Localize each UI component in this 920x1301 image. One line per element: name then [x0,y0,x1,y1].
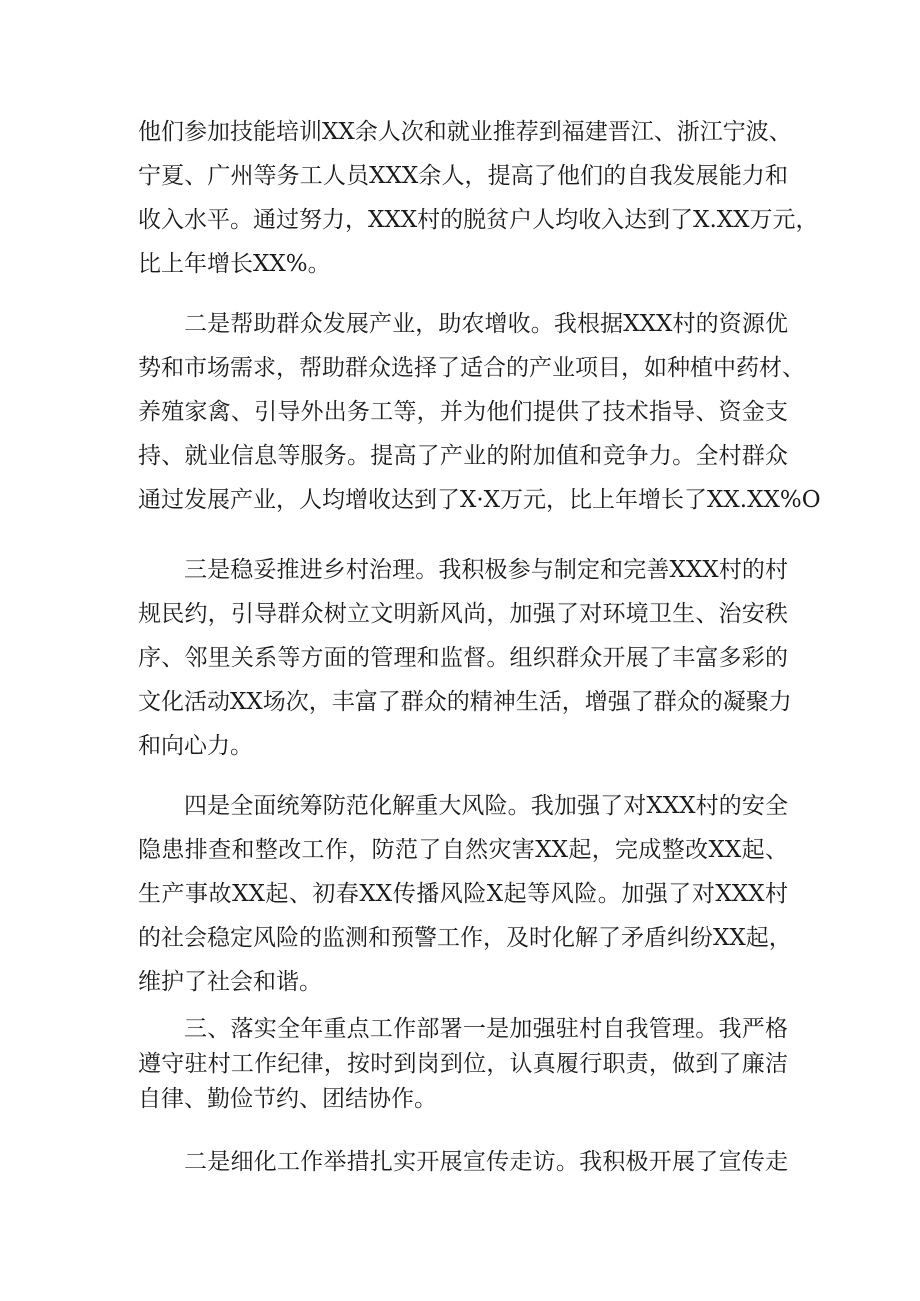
paragraph-line: 隐患排查和整改工作，防范了自然灾害XX起，完成整改XX起、 [138,837,788,863]
paragraph-line: 和向心力。 [138,733,253,759]
paragraph-line: 生产事故XX起、初春XX传播风险X起等风险。加强了对XXX村 [138,881,788,907]
paragraph-governance [138,548,792,768]
paragraph-line: 四是全面统筹防范化解重大风险。我加强了对XXX村的安全 [184,793,788,819]
paragraph-line: 三是稳妥推进乡村治理。我积极参与制定和完善XXX村的村 [184,557,788,583]
paragraph-line: 三、落实全年重点工作部署一是加强驻村自我管理。我严格 [184,1016,788,1042]
paragraph-line: 序、邻里关系等方面的管理和监督。组织群众开展了丰富多彩的 [138,645,788,671]
paragraph-line: 他们参加技能培训XX余人次和就业推荐到福建晋江、浙江宁波、 [138,119,792,145]
paragraph-risk [138,784,792,1004]
paragraph-training [138,110,819,286]
paragraph-line: 通过发展产业，人均增收达到了X·X万元，比上年增长了XX.XX%O [138,487,821,513]
paragraph-line: 宁夏、广州等务工人员XXX余人，提高了他们的自我发展能力和 [138,163,788,189]
paragraph-line: 文化活动XX场次，丰富了群众的精神生活，增强了群众的凝聚力 [138,689,792,715]
paragraph-line: 持、就业信息等服务。提高了产业的附加值和竞争力。全村群众 [138,443,788,469]
paragraph-outreach [138,1140,788,1184]
paragraph-line: 遵守驻村工作纪律，按时到岗到位，认真履行职责，做到了廉洁 [138,1051,788,1077]
paragraph-line: 收入水平。通过努力，XXX村的脱贫户人均收入达到了X.XX万元， [138,207,819,233]
paragraph-self-management [138,1012,788,1117]
paragraph-line: 比上年增长XX%。 [138,251,331,277]
paragraph-industry [138,302,821,522]
paragraph-line: 势和市场需求，帮助群众选择了适合的产业项目，如种植中药材、 [138,355,805,381]
paragraph-line: 规民约，引导群众树立文明新风尚，加强了对环境卫生、治安秩 [138,601,788,627]
paragraph-line: 的社会稳定风险的监测和预警工作，及时化解了矛盾纠纷XX起， [138,925,792,951]
paragraph-line: 二是细化工作举措扎实开展宣传走访。我积极开展了宣传走 [184,1149,788,1175]
paragraph-line: 自律、勤俭节约、团结协作。 [138,1086,437,1112]
paragraph-line: 维护了社会和谐。 [138,969,322,995]
paragraph-line: 二是帮助群众发展产业，助农增收。我根据XXX村的资源优 [184,311,788,337]
paragraph-line: 养殖家禽、引导外出务工等，并为他们提供了技术指导、资金支 [138,399,788,425]
